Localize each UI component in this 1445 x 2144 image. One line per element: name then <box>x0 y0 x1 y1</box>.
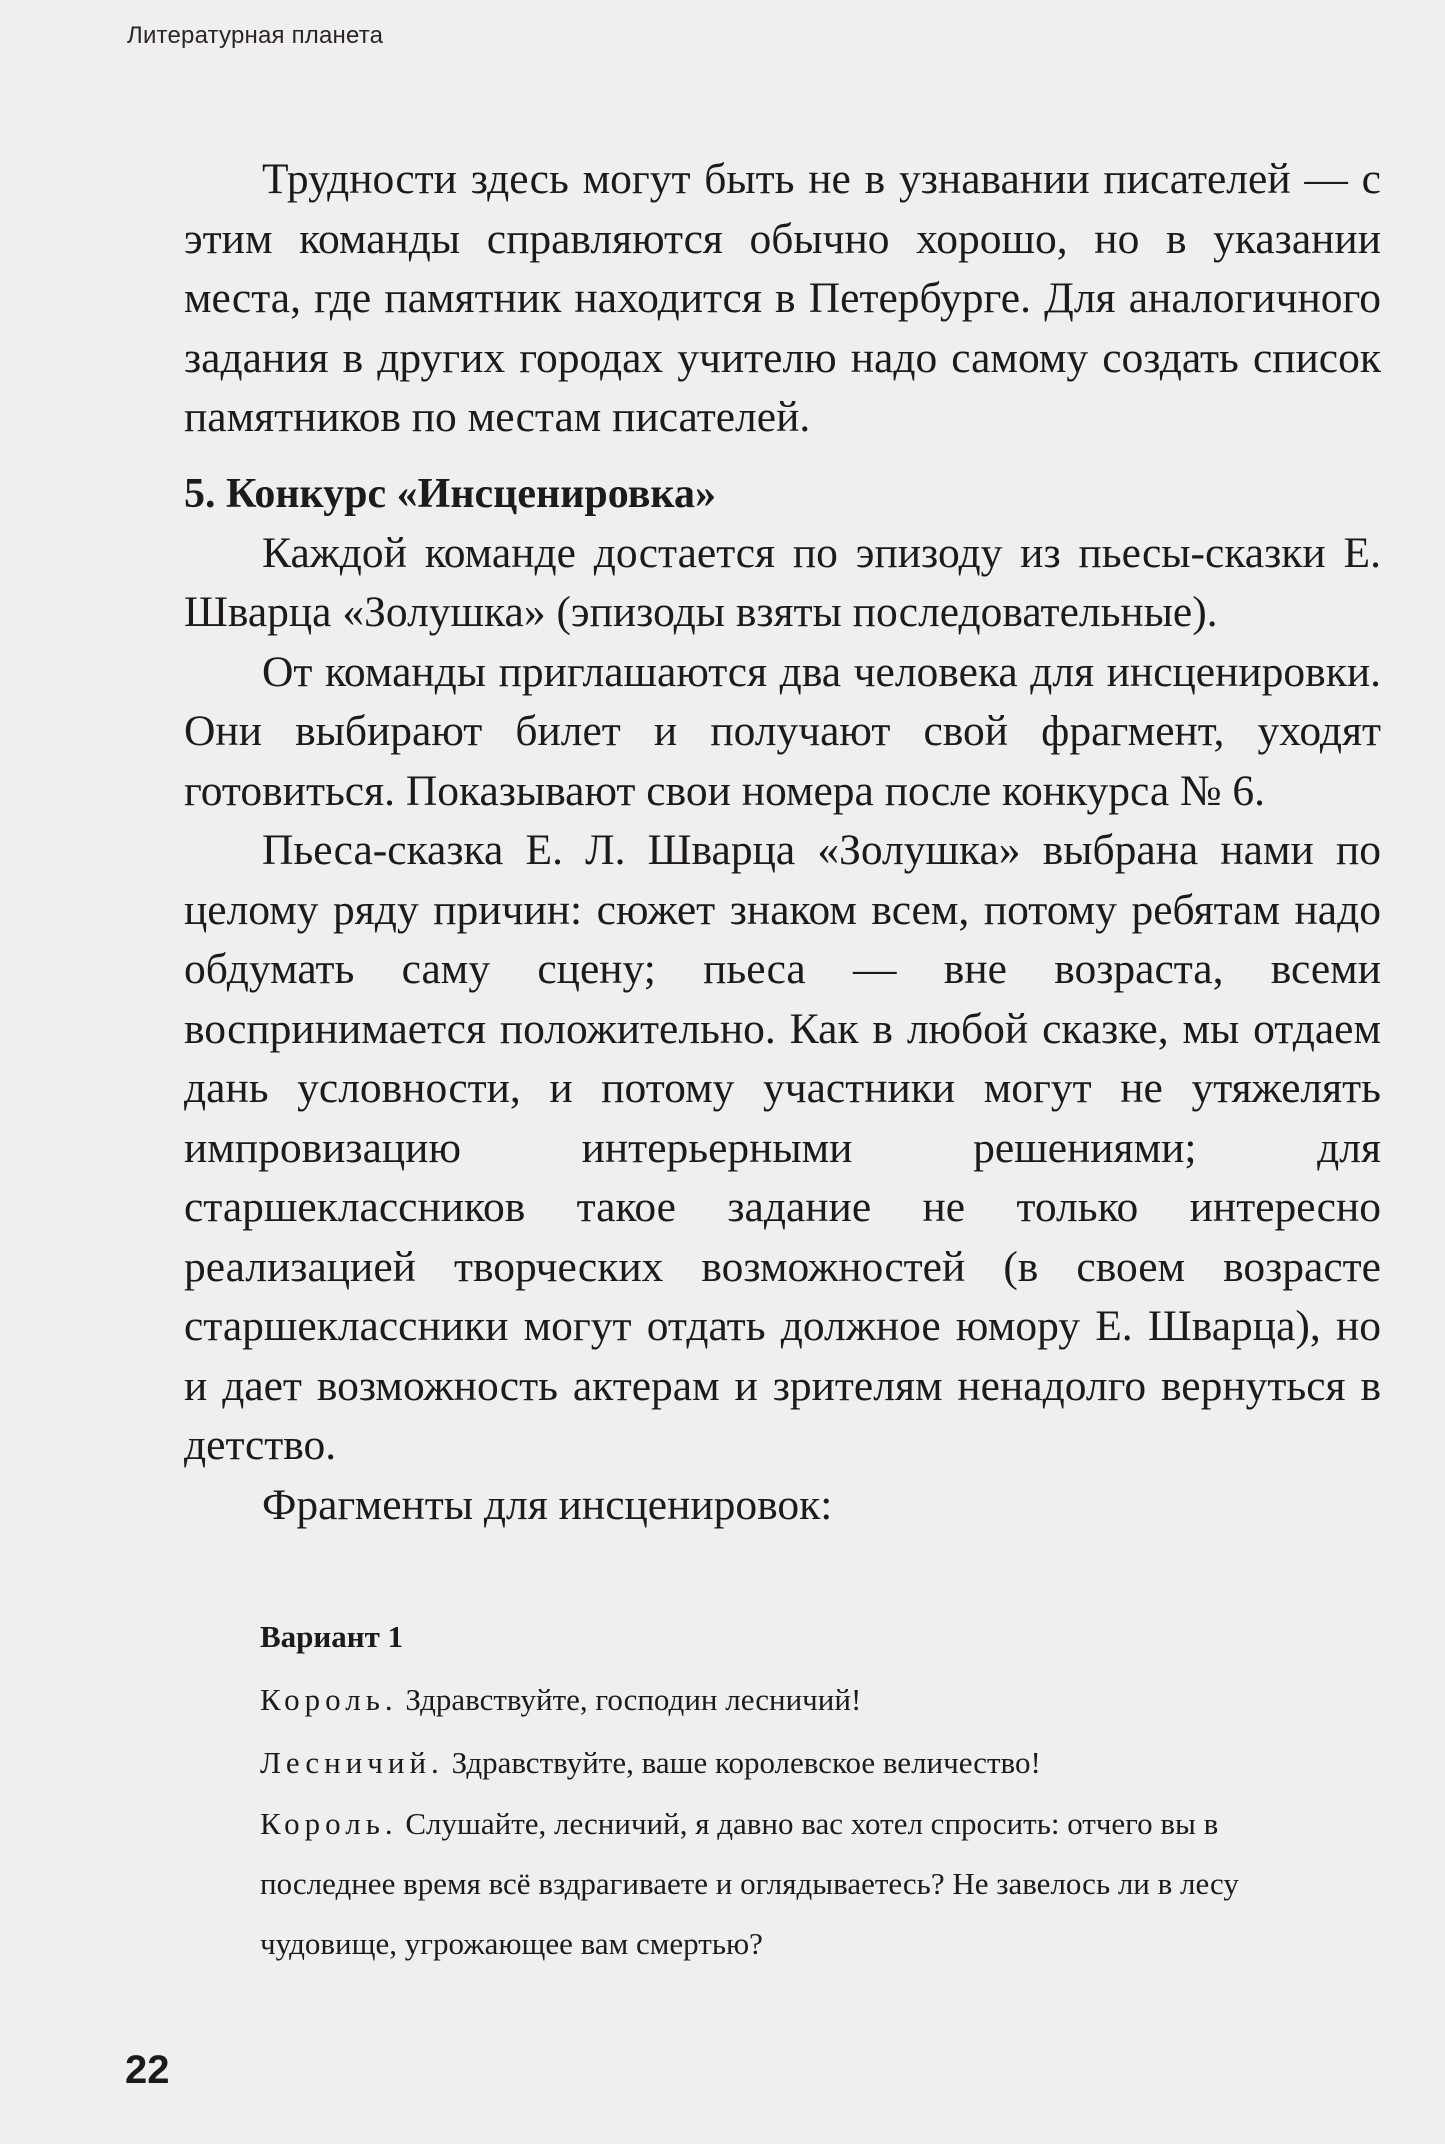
speaker-name: Король. <box>260 1806 398 1841</box>
dialogue-text: Здравствуйте, ваше королевское величество! <box>451 1745 1041 1780</box>
paragraph: Пьеса-сказка Е. Л. Шварца «Золушка» выбрана нами по целому ряду причин: сюжет знаком всем, потому ребятам надо обдумать саму сцену; пьеса — вне возраста, всеми воспринимается положительно. Как в любой сказке, мы отдаем дань условности, и потому участники могут не утяжелять импровизацию интерьерными решениями; для старшеклассников такое задание не только интересно реализацией творческих возможностей (в своем возрасте старшеклассники могут отдать должное юмору Е. Шварца), но и дает возможность актерам и зрителям ненадолго вернуться в детство. <box>184 826 1381 1469</box>
dialogue-text: Здравствуйте, господин лесничий! <box>405 1682 862 1717</box>
dialogue-line <box>260 1794 1300 1974</box>
paragraph: Фрагменты для инсценировок: <box>262 1480 833 1529</box>
page-number: 22 <box>125 2048 170 2092</box>
running-header: Литературная планета <box>127 22 384 49</box>
play-excerpt <box>260 1605 1300 1974</box>
main-text <box>184 150 1381 1535</box>
section-heading: 5. Конкурс «Инсценировка» <box>184 470 716 517</box>
paragraph: От команды приглашаются два человека для инсценировки. Они выбирают билет и получают свой фрагмент, уходят готовиться. Показывают свои номера после конкурса № 6. <box>184 647 1381 815</box>
paragraph: Трудности здесь могут быть не в узнавании писателей — с этим команды справляются обычно хорошо, но в указании места, где памятник находится в Петербурге. Для аналогичного задания в других городах учителю надо самому создать список памятников по местам писателей. <box>184 155 1381 441</box>
paragraph: Каждой команде достается по эпизоду из пьесы-сказки Е. Шварца «Золушка» (эпизоды взяты последовательные). <box>184 528 1381 636</box>
variant-heading: Вариант 1 <box>260 1619 404 1654</box>
dialogue-line <box>260 1668 1300 1731</box>
speaker-name: Король. <box>260 1682 398 1717</box>
dialogue-text: Слушайте, лесничий, я давно вас хотел спросить: отчего вы в последнее время всё вздрагиваете и оглядываетесь? Не завелось ли в лесу чудовище, угрожающее вам смертью? <box>260 1806 1239 1961</box>
dialogue-line <box>260 1731 1300 1794</box>
speaker-name: Лесничий. <box>260 1745 444 1780</box>
